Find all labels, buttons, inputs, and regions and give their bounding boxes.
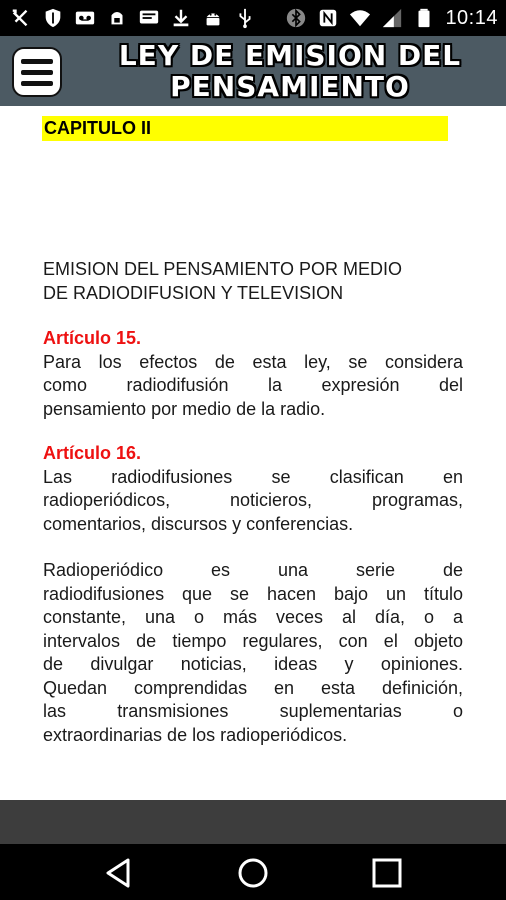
section-heading-line: DE RADIODIFUSION Y TELEVISION — [43, 282, 344, 303]
text-line: las transmisiones suplementarias o — [43, 701, 463, 721]
wifi-icon — [349, 7, 371, 29]
hamburger-icon — [21, 59, 53, 64]
android-icon — [202, 7, 224, 29]
recents-button[interactable] — [370, 856, 404, 890]
recents-icon — [370, 856, 404, 890]
app-bar — [0, 36, 506, 106]
clock: 10:14 — [445, 6, 498, 29]
radioperiodico-paragraph — [43, 559, 463, 747]
text-line: Quedan comprendidas en esta definición, — [43, 677, 463, 698]
voicemail-icon — [74, 7, 96, 29]
bottom-bar — [0, 800, 506, 844]
home-button[interactable] — [236, 856, 270, 890]
notification-icons — [10, 7, 256, 29]
text-line: Radioperiódico es una serie de — [43, 560, 463, 580]
battery-icon — [413, 7, 435, 29]
text-line: comentarios, discursos y conferencias. — [43, 513, 354, 534]
status-bar — [0, 0, 506, 36]
menu-button[interactable] — [12, 47, 62, 97]
text-line: Para los efectos de esta ley, se considera — [43, 351, 463, 372]
article-heading: Artículo 15. — [43, 328, 142, 348]
text-line: de divulgar noticias, ideas y opiniones. — [43, 654, 463, 674]
tools-icon — [10, 7, 32, 29]
back-button[interactable] — [102, 856, 136, 890]
shield-icon — [42, 7, 64, 29]
title-line-1: LEY DE EMISION DEL — [118, 39, 462, 72]
navigation-bar — [0, 844, 506, 900]
text-line: intervalos de tiempo regulares, con el objeto — [43, 630, 463, 651]
android-debug-icon — [106, 7, 128, 29]
back-icon — [102, 856, 136, 890]
system-icons — [285, 7, 498, 30]
chapter-heading: CAPITULO II — [42, 116, 448, 141]
article-heading: Artículo 16. — [43, 443, 142, 463]
nfc-icon — [317, 7, 339, 29]
signal-icon — [381, 7, 403, 29]
bluetooth-icon — [285, 7, 307, 29]
usb-icon — [234, 7, 256, 29]
article-16 — [43, 442, 463, 536]
title-line-2: PENSAMIENTO — [170, 70, 410, 103]
text-line: constante, una o más veces al día, o a — [43, 607, 463, 627]
text-line: radiodifusiones que se hacen bajo un título — [43, 583, 463, 604]
text-line: radioperiódicos, noticieros, programas, — [43, 490, 463, 510]
text-line: como radiodifusión la expresión del — [43, 375, 463, 395]
section-heading — [43, 258, 463, 305]
message-icon — [138, 7, 160, 29]
section-heading-line: EMISION DEL PENSAMIENTO POR MEDIO — [43, 259, 403, 279]
text-line: Las radiodifusiones se clasifican en — [43, 466, 463, 487]
article-15 — [43, 327, 463, 421]
law-text-content[interactable] — [0, 106, 506, 800]
text-line: extraordinarias de los radioperiódicos. — [43, 724, 348, 745]
download-icon — [170, 7, 192, 29]
page-title — [82, 40, 498, 102]
home-icon — [236, 856, 270, 890]
text-line: pensamiento por medio de la radio. — [43, 398, 326, 419]
